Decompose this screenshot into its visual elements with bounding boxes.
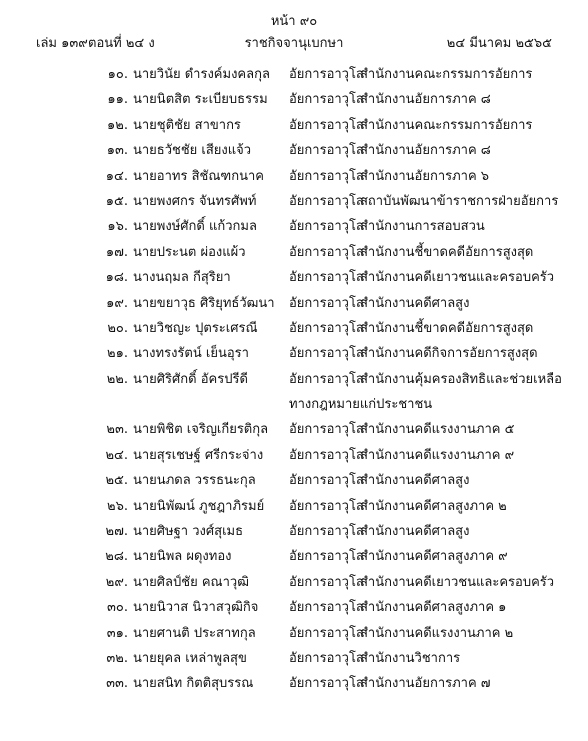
person-name: นายสนิท กิตติสุบรรณ: [133, 676, 254, 692]
position-title: อัยการอาวุโส: [289, 498, 364, 514]
person-name: นายนิพัฒน์ ภูชฎาภิรมย์: [133, 498, 265, 514]
organization: สำนักงานคดีศาลสูง: [360, 295, 470, 311]
list-item: [0, 341, 588, 366]
issue-label: ตอนที่ ๒๔ ง: [88, 36, 155, 51]
organization: สำนักงานคดีศาลสูงภาค ๙: [360, 549, 508, 565]
entry-number: ๑๖.: [107, 219, 128, 235]
entry-number: ๒๓.: [106, 422, 128, 438]
person-name: นายพงศกร จันทรศัพท์: [133, 193, 257, 209]
person-name: นายธวัชชัย เสียงแจ้ว: [133, 143, 252, 159]
entry-number: ๑๘.: [105, 270, 128, 286]
list-item: [0, 621, 588, 646]
organization: สำนักงานคณะกรรมการอัยการ: [360, 67, 533, 82]
list-item: [0, 468, 588, 493]
person-name: นายประนต ผ่องแผ้ว: [133, 244, 246, 260]
entry-number: ๒๖.: [107, 498, 128, 514]
position-title: อัยการอาวุโส: [289, 371, 364, 387]
publication-title: ราชกิจจานุเบกษา: [244, 36, 344, 51]
organization: สำนักงานคณะกรรมการอัยการ: [360, 117, 533, 133]
entry-number: ๑๕.: [105, 193, 128, 209]
volume-label: เล่ม ๑๓๙: [36, 36, 88, 51]
organization: สำนักงานชี้ขาดคดีอัยการสูงสุด: [360, 320, 534, 336]
list-item: [0, 671, 588, 696]
appointment-list: [0, 62, 588, 697]
list-item: [0, 87, 588, 112]
publication-date: ๒๔ มีนาคม ๒๕๖๕: [446, 36, 552, 51]
person-name: นายนิตสิต ระเบียบธรรม: [133, 92, 268, 108]
position-title: อัยการอาวุโส: [289, 193, 364, 209]
position-title: อัยการอาวุโส: [289, 625, 364, 641]
position-title: อัยการอาวุโส: [289, 473, 364, 489]
entry-number: ๒๑.: [107, 346, 128, 362]
organization: สำนักงานคดีศาลสูง: [360, 473, 470, 489]
entry-number: ๒๗.: [105, 524, 128, 540]
position-title: อัยการอาวุโส: [289, 600, 364, 616]
organization: สำนักงานคดีกิจการอัยการสูงสุด: [360, 346, 538, 362]
entry-number: ๓๑.: [106, 625, 128, 641]
position-title: อัยการอาวุโส: [289, 422, 364, 438]
position-title: อัยการอาวุโส: [289, 676, 364, 692]
entry-number: ๓๐.: [107, 600, 128, 616]
list-item: [0, 214, 588, 239]
position-title: อัยการอาวุโส: [289, 92, 364, 108]
organization: สำนักงานคดีเยาวชนและครอบครัว: [360, 574, 555, 590]
person-name: นายนิวาส นิวาสวุฒิกิจ: [133, 600, 259, 616]
list-item: [0, 544, 588, 569]
organization: สำนักงานอัยการภาค ๘: [360, 92, 491, 108]
entry-number: ๑๑.: [107, 92, 128, 108]
organization-continued: ทางกฎหมายแก่ประชาชน: [289, 397, 433, 413]
person-name: นายศิริศักดิ์ อัครปรีดี: [133, 371, 248, 387]
organization: สำนักงานชี้ขาดคดีอัยการสูงสุด: [360, 244, 534, 260]
list-item: [0, 189, 588, 214]
position-title: อัยการอาวุโส: [289, 320, 364, 336]
list-item: [0, 443, 588, 468]
list-item: [0, 113, 588, 138]
entry-number: ๒๐.: [107, 320, 128, 336]
list-item: [0, 570, 588, 595]
organization: สำนักงานอัยการภาค ๗: [360, 676, 491, 692]
entry-number: ๒๙.: [105, 574, 128, 590]
person-name: นายนภดล วรรธนะกุล: [133, 473, 256, 489]
organization: สำนักงานอัยการภาค ๖: [360, 168, 490, 184]
position-title: อัยการอาวุโส: [289, 143, 364, 159]
list-item: [0, 62, 588, 87]
list-item: [0, 595, 588, 620]
person-name: นายวินัย ดำรงค์มงคลกุล: [133, 67, 270, 82]
person-name: นายอาทร สิชัณฑกนาค: [133, 168, 264, 184]
organization: สำนักงานคดีศาลสูง: [360, 524, 470, 540]
position-title: อัยการอาวุโส: [289, 67, 364, 82]
position-title: อัยการอาวุโส: [289, 219, 364, 235]
organization: สำนักงานคดีแรงงานภาค ๒: [360, 625, 514, 641]
organization: สำนักงานคดีแรงงานภาค ๕: [360, 422, 515, 438]
entry-number: ๒๘.: [105, 549, 128, 565]
position-title: อัยการอาวุโส: [289, 117, 364, 133]
organization: สำนักงานการสอบสวน: [360, 219, 485, 235]
entry-number: ๑๔.: [105, 168, 128, 184]
person-name: นางทรงรัตน์ เย็นอุรา: [133, 346, 249, 362]
person-name: นายศิลป์ชัย คณาวุฒิ: [133, 574, 249, 590]
entry-number: ๒๕.: [105, 473, 128, 489]
position-title: อัยการอาวุโส: [289, 549, 364, 565]
person-name: นายสุรเชษฐ์ ศรีกระจ่าง: [133, 447, 264, 463]
list-item: [0, 291, 588, 316]
list-item: [0, 138, 588, 163]
organization: สำนักงานคดีแรงงานภาค ๙: [360, 447, 515, 463]
list-item: [0, 367, 588, 418]
list-item: [0, 164, 588, 189]
person-name: นายพิชิต เจริญเกียรติกุล: [133, 422, 269, 438]
person-name: นายศานติ ประสาทกุล: [133, 625, 256, 641]
person-name: นางนฤมล กีสุริยา: [133, 270, 231, 286]
person-name: นายยุคล เหล่าพูลสุข: [133, 651, 247, 666]
position-title: อัยการอาวุโส: [289, 346, 364, 362]
entry-number: ๑๐.: [107, 67, 128, 82]
position-title: อัยการอาวุโส: [289, 447, 364, 463]
person-name: นายชุติชัย สาขากร: [133, 117, 241, 133]
list-item: [0, 646, 588, 671]
position-title: อัยการอาวุโส: [289, 244, 364, 260]
entry-number: ๑๒.: [107, 117, 128, 133]
list-item: [0, 240, 588, 265]
position-title: อัยการอาวุโส: [289, 524, 364, 540]
person-name: นายนิพล ผดุงทอง: [133, 549, 232, 565]
organization: สำนักงานอัยการภาค ๘: [360, 143, 491, 159]
entry-number: ๒๔.: [105, 447, 128, 463]
person-name: นายศิษฐา วงศ์สุเมธ: [133, 524, 244, 540]
person-name: นายวิชญะ ปุตระเศรณี: [133, 320, 258, 336]
list-item: [0, 494, 588, 519]
entry-number: ๓๒.: [106, 651, 128, 666]
position-title: อัยการอาวุโส: [289, 574, 364, 590]
list-item: [0, 519, 588, 544]
organization: สำนักงานคดีเยาวชนและครอบครัว: [360, 270, 555, 286]
list-item: [0, 417, 588, 442]
person-name: นายขยาวุธ ศิริยุทธ์วัฒนา: [133, 295, 275, 311]
page-number: หน้า ๙๐: [270, 14, 318, 29]
position-title: อัยการอาวุโส: [289, 651, 364, 666]
entry-number: ๑๗.: [105, 244, 128, 260]
entry-number: ๓๓.: [106, 676, 128, 692]
position-title: อัยการอาวุโส: [289, 168, 364, 184]
list-item: [0, 265, 588, 290]
entry-number: ๑๙.: [106, 295, 128, 311]
list-item: [0, 316, 588, 341]
organization: สถาบันพัฒนาข้าราชการฝ่ายอัยการ: [360, 193, 559, 209]
position-title: อัยการอาวุโส: [289, 295, 364, 311]
entry-number: ๑๓.: [106, 143, 128, 159]
person-name: นายพงษ์ศักดิ์ แก้วกมล: [133, 219, 257, 235]
entry-number: ๒๒.: [106, 371, 128, 387]
gazette-header: [36, 32, 552, 52]
organization: สำนักงานคุ้มครองสิทธิและช่วยเหลือ: [360, 371, 562, 387]
organization: สำนักงานคดีศาลสูงภาค ๑: [360, 600, 507, 616]
position-title: อัยการอาวุโส: [289, 270, 364, 286]
organization: สำนักงานคดีศาลสูงภาค ๒: [360, 498, 507, 514]
organization: สำนักงานวิชาการ: [360, 651, 461, 666]
